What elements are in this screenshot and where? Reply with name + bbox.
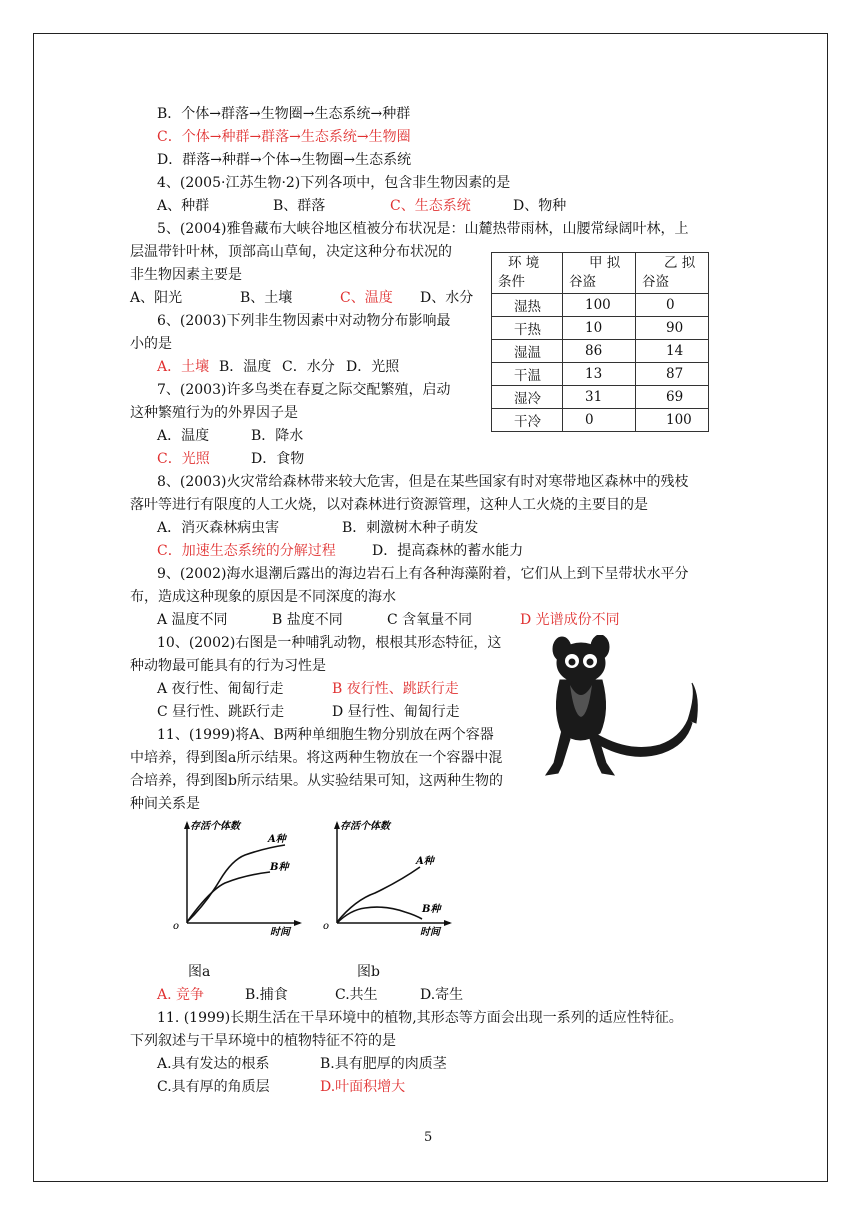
q4-option-b: B、群落 bbox=[273, 198, 326, 214]
graph-b bbox=[320, 815, 455, 940]
q5-option-c: C、温度 bbox=[340, 290, 393, 306]
table-header-cell: 甲 拟 谷盗 bbox=[563, 253, 636, 294]
graph-b-xlabel: 时间 bbox=[420, 927, 440, 938]
q9-stem-2: 布，造成这种现象的原因是不同深度的海水 bbox=[130, 589, 396, 605]
q5-option-a: A、阳光 bbox=[130, 290, 183, 306]
q11a-option-d: D.寄生 bbox=[420, 987, 464, 1003]
q7-option-c: C．光照 bbox=[157, 451, 210, 467]
table-cell: 90 bbox=[636, 317, 709, 340]
q9-option-a: A 温度不同 bbox=[157, 612, 228, 628]
table-cell: 100 bbox=[636, 409, 709, 432]
graph-b-label-a: A种 bbox=[416, 856, 434, 867]
q6-option-b: B．温度 bbox=[219, 359, 272, 375]
q5-stem-2: 层温带针叶林，顶部高山草甸，决定这种分布状况的 bbox=[130, 244, 452, 260]
q7-option-b: B．降水 bbox=[251, 428, 304, 444]
graph-b-caption: 图b bbox=[357, 964, 380, 980]
q3-option-b: B．个体→群落→生物圈→生态系统→种群 bbox=[157, 106, 411, 122]
q5-option-d: D、水分 bbox=[420, 290, 474, 306]
q3-option-c: C．个体→种群→群落→生态系统→生物圈 bbox=[157, 129, 411, 145]
table-cell: 湿温 bbox=[492, 340, 563, 363]
graph-b-ylabel: 存活个体数 bbox=[340, 821, 390, 832]
q11b-stem-1: 11. (1999)长期生活在干旱环境中的植物,其形态等方面会出现一系列的适应性特征。 bbox=[157, 1010, 683, 1026]
table-cell: 100 bbox=[563, 294, 636, 317]
q8-option-a: A．消灭森林病虫害 bbox=[157, 520, 280, 536]
table-cell: 87 bbox=[636, 363, 709, 386]
q10-option-d: D 昼行性、匍匐行走 bbox=[332, 704, 460, 720]
q11a-option-b: B.捕食 bbox=[245, 987, 288, 1003]
q11a-option-c: C.共生 bbox=[335, 987, 378, 1003]
q5-option-b: B、土壤 bbox=[240, 290, 293, 306]
table-row bbox=[492, 409, 709, 432]
q10-stem-1: 10、(2002)右图是一种哺乳动物，根根其形态特征，这 bbox=[157, 635, 502, 651]
table-row bbox=[492, 294, 709, 317]
q10-option-c: C 昼行性、跳跃行走 bbox=[157, 704, 285, 720]
table-cell: 14 bbox=[636, 340, 709, 363]
graph-a-xlabel: 时间 bbox=[270, 927, 290, 938]
q5-stem-3: 非生物因素主要是 bbox=[130, 267, 242, 283]
graph-a-label-b: B种 bbox=[270, 862, 289, 873]
q7-option-d: D．食物 bbox=[251, 451, 305, 467]
q11a-stem-2: 中培养，得到图a所示结果。将这两种生物放在一个容器中混 bbox=[130, 750, 503, 766]
table-row bbox=[492, 363, 709, 386]
q10-stem-2: 种动物最可能具有的行为习性是 bbox=[130, 658, 326, 674]
q9-option-c: C 含氧量不同 bbox=[387, 612, 473, 628]
graph-b-origin: o bbox=[323, 921, 330, 932]
table-cell: 干温 bbox=[492, 363, 563, 386]
q8-option-b: B．刺激树木种子萌发 bbox=[342, 520, 479, 536]
table-cell: 湿热 bbox=[492, 294, 563, 317]
q10-option-b: B 夜行性、跳跃行走 bbox=[332, 681, 459, 697]
q4-stem: 4、(2005·江苏生物·2)下列各项中，包含非生物因素的是 bbox=[157, 175, 511, 191]
q8-option-d: D．提高森林的蓄水能力 bbox=[372, 543, 524, 559]
q9-option-d: D 光谱成份不同 bbox=[520, 612, 620, 628]
graph-a-caption: 图a bbox=[188, 964, 211, 980]
graph-a-curve-a bbox=[187, 845, 285, 922]
q11a-stem-1: 11、(1999)将A、B两种单细胞生物分别放在两个容器 bbox=[157, 727, 494, 743]
table-cell: 0 bbox=[563, 409, 636, 432]
table-row bbox=[492, 340, 709, 363]
q6-option-d: D．光照 bbox=[346, 359, 400, 375]
q9-stem-1: 9、(2002)海水退潮后露出的海边岩石上有各种海藻附着，它们从上到下呈带状水平分 bbox=[157, 566, 689, 582]
table-cell: 69 bbox=[636, 386, 709, 409]
q11b-option-d: D.叶面积增大 bbox=[320, 1079, 406, 1095]
table-cell: 湿冷 bbox=[492, 386, 563, 409]
q11b-option-a: A.具有发达的根系 bbox=[157, 1056, 270, 1072]
environment-table bbox=[491, 252, 709, 432]
q3-option-d: D．群落→种群→个体→生物圈→生态系统 bbox=[157, 152, 412, 168]
q6-option-c: C．水分 bbox=[282, 359, 335, 375]
q7-stem-1: 7、(2003)许多鸟类在春夏之际交配繁殖，启动 bbox=[157, 382, 451, 398]
q11b-stem-2: 下列叙述与干旱环境中的植物特征不符的是 bbox=[130, 1033, 396, 1049]
q6-option-a: A．土壤 bbox=[157, 359, 210, 375]
q4-option-c: C、生态系统 bbox=[390, 198, 471, 214]
table-cell: 干冷 bbox=[492, 409, 563, 432]
q11a-stem-3: 合培养，得到图b所示结果。从实验结果可知，这两种生物的 bbox=[130, 773, 503, 789]
graph-a bbox=[170, 815, 305, 940]
q11b-option-c: C.具有厚的角质层 bbox=[157, 1079, 270, 1095]
graph-a-ylabel: 存活个体数 bbox=[190, 821, 240, 832]
graph-a-origin: o bbox=[173, 921, 180, 932]
q10-option-a: A 夜行性、匍匐行走 bbox=[157, 681, 284, 697]
graph-a-curve-b bbox=[187, 872, 270, 922]
table-cell: 86 bbox=[563, 340, 636, 363]
q8-stem-1: 8、(2003)火灾常给森林带来较大危害，但是在某些国家有时对寒带地区森林中的残枝 bbox=[157, 474, 689, 490]
q7-stem-2: 这种繁殖行为的外界因子是 bbox=[130, 405, 298, 421]
q11a-option-a: A. 竞争 bbox=[157, 987, 205, 1003]
table-header-cell: 乙 拟 谷盗 bbox=[636, 253, 709, 294]
q8-option-c: C．加速生态系统的分解过程 bbox=[157, 543, 336, 559]
table-row bbox=[492, 317, 709, 340]
table-header-cell: 环 境 条件 bbox=[492, 253, 563, 294]
page-number: 5 bbox=[424, 1130, 433, 1145]
q4-option-d: D、物种 bbox=[513, 198, 567, 214]
q8-stem-2: 落叶等进行有限度的人工火烧，以对森林进行资源管理，这种人工火烧的主要目的是 bbox=[130, 497, 648, 513]
table-cell: 31 bbox=[563, 386, 636, 409]
q7-option-a: A．温度 bbox=[157, 428, 210, 444]
table-cell: 0 bbox=[636, 294, 709, 317]
q9-option-b: B 盐度不同 bbox=[272, 612, 343, 628]
q5-stem-1: 5、(2004)雅鲁藏布大峡谷地区植被分布状况是：山麓热带雨林，山腰常绿阔叶林，上 bbox=[157, 221, 689, 237]
tarsier-illustration bbox=[540, 635, 710, 780]
q11b-option-b: B.具有肥厚的肉质茎 bbox=[320, 1056, 447, 1072]
graph-a-label-a: A种 bbox=[268, 834, 286, 845]
q4-option-a: A、种群 bbox=[157, 198, 210, 214]
table-row bbox=[492, 386, 709, 409]
graph-b-label-b: B种 bbox=[422, 904, 441, 915]
q6-stem-2: 小的是 bbox=[130, 336, 172, 352]
table-cell: 干热 bbox=[492, 317, 563, 340]
table-cell: 10 bbox=[563, 317, 636, 340]
table-cell: 13 bbox=[563, 363, 636, 386]
q6-stem-1: 6、(2003)下列非生物因素中对动物分布影响最 bbox=[157, 313, 451, 329]
table-header-row bbox=[492, 253, 709, 294]
q11a-stem-4: 种间关系是 bbox=[130, 796, 200, 812]
